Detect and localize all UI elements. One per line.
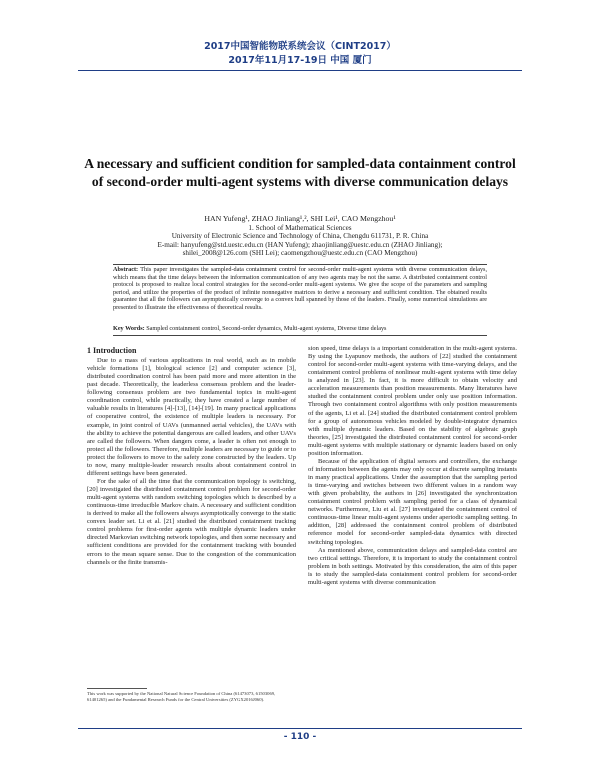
page-number: - 110 - — [283, 732, 317, 742]
right-column — [308, 345, 517, 587]
keywords-bottom-rule — [113, 335, 487, 336]
author-emails-continued: shilei_2008@126.com (SHI Lei); caomengzhou@uestc.edu.cn (CAO Mengzhou) — [182, 249, 418, 258]
keywords-text: Sampled containment control, Second-order dynamics, Multi-agent systems, Diverse time delays — [146, 325, 387, 332]
abstract-label: Abstract: — [113, 266, 139, 273]
left-column — [87, 345, 296, 567]
paper-title: A necessary and sufficient condition for sampled-data containment control of second-order multi-agent systems with diverse communication delays — [84, 156, 516, 189]
conference-name: 2017中国智能物联系统会议（CINT2017） — [204, 41, 396, 52]
footnote-rule — [87, 688, 147, 689]
funding-footnote: This work was supported by the National Natural Science Foundation of China (61473073, 61503069, 61401265) and the Fundamental Research Funds for the Central Universities (ZYGX2016J060). — [87, 691, 276, 702]
header-rule — [78, 70, 522, 71]
affiliation-school: 1. School of Mathematical Sciences — [248, 223, 352, 232]
body-paragraph: sion speed, time delays is a important consideration in the multi-agent systems. By using the Lyapunov methods, the authors of [22] studied the containment control for second-order multi-agent systems with time-varying delays, and the containment control problems of nonlinear multi-agent systems with time delay is analyzed in [23]. In fact, it is more difficult to obtain velocity and acceleration measurements than position measurements. Many literatures have studied the containment control problem under only use position information. Through two containment control algorithms with only position measurements of the agents, Li et al. [24] studied the distributed containment control problem for a group of autonomous vehicles modeled by double-integrator dynamics with multiple dynamic leaders. Based on the stability of algebraic graph theories, [25] investigated the distributed containment control for second-order multi-agent systems with multiple stationary or dynamic leaders based on only position information. — [308, 345, 517, 457]
keywords — [113, 325, 487, 333]
section-heading-introduction: 1 Introduction — [87, 346, 137, 355]
body-paragraph: As mentioned above, communication delays and sampled-data control are two critical settings. Therefore, it is important to study the containment control problem in both settings. Motivated by this consideration, the aim of this paper is to study the sampled-data containment control problem for second-order multi-agent systems with diverse communication — [308, 546, 517, 586]
body-paragraph: Due to a mass of various applications in real world, such as in mobile vehicle formations [1], biological science [2] and computer science [3], distributed coordination control has been paid more and more attention in the past decade. Theoretically, the leaderless consensus problem and the leader-following consensus problem are two fundamental topics in multi-agent coordination control, while practically, they have created a large number of valuable results in literatures [4]-[13], [14]-[19]. In many practical applications of cooperative control, the existence of multiple leaders is necessary. For example, in joint control of UAVs (unmanned aerial vehicles), the UAVs with the ability to achieve the potential dangerous are called leaders, and other UAVs are called the followers. When dangers come, a leader is often not enough to protect all the followers. Therefore, multiple leaders are necessary to guide or to protect the followers to move to the safety zone constructed by the leaders. Up to now, many multiple-leader research results about containment control in different settings have been generated. — [87, 357, 296, 477]
affiliation-university: University of Electronic Science and Technology of China, Chengdu 611731, P. R. China — [171, 232, 429, 241]
abstract-text: This paper investigates the sampled-data containment control for second-order multi-agent systems with diverse communication delays, which means that the time delays between the information communication of any two agents may be not the same. A distributed containment control protocol is proposed to realize local control strategies for the second-order multi-agent systems. We give the scope of the parameters and sampling period, and utilize the properties of the product of infinite nonnegative matrices to derive a necessary and sufficient condition. The obtained results guarantee that all the followers can asymptotically converge to a convex hull spanned by those of the leaders. Finally, some numerical simulations are presented to illustrate the effectiveness of theoretical results. — [113, 266, 488, 311]
conference-header — [0, 40, 600, 68]
keywords-label: Key Words: — [113, 325, 145, 332]
author-emails: E-mail: hanyufeng@std.uestc.edu.cn (HAN Yufeng); zhaojinliang@uestc.edu.cn (ZHAO Jinliang); — [157, 240, 443, 249]
body-paragraph: Because of the application of digital sensors and controllers, the exchange of information between the agents may only occur at discrete sampling instants in many practical applications. Under the assumption that the sampling period is time-varying and switches between two different values in a random way with given probability, the authors in [26] investigated the synchronization containment control problem with sampling period for a class of dynamical networks. Furthermore, Liu et al. [27] investigated the containment control of continuous-time linear multi-agent systems under aperiodic sampling setting. In addition, [28] addressed the containment control problem of distributed reference model for second-order sampled-data dynamics with directed switching topologies. — [308, 457, 517, 546]
body-paragraph: For the sake of all the time that the communication topology is switching, [20] investigated the distributed containment control problem for second-order multi-agent systems with random switching topologies which is described by a continuous-time irreducible Markov chain. A necessary and sufficient condition is derived to make all the followers always asymptotically converge to the static convex leader set. Li et al. [21] studied the distributed containment tracking control problems for first-order agents with multiple dynamic leaders under directed Markovian switching network topologies, and then some necessary and sufficient conditions are provided for the containment tracking with bounded errors to the mean square sense. Due to the congestion of the communication channels or the finite transmis- — [87, 477, 296, 566]
author-block — [80, 215, 520, 258]
abstract-top-rule — [113, 264, 487, 265]
footer-rule — [78, 728, 522, 729]
abstract — [113, 266, 487, 312]
author-names: HAN Yufeng¹, ZHAO Jinliang¹,², SHI Lei¹, CAO Mengzhou¹ — [204, 214, 396, 223]
conference-date-location: 2017年11月17-19日 中国 厦门 — [228, 55, 372, 66]
